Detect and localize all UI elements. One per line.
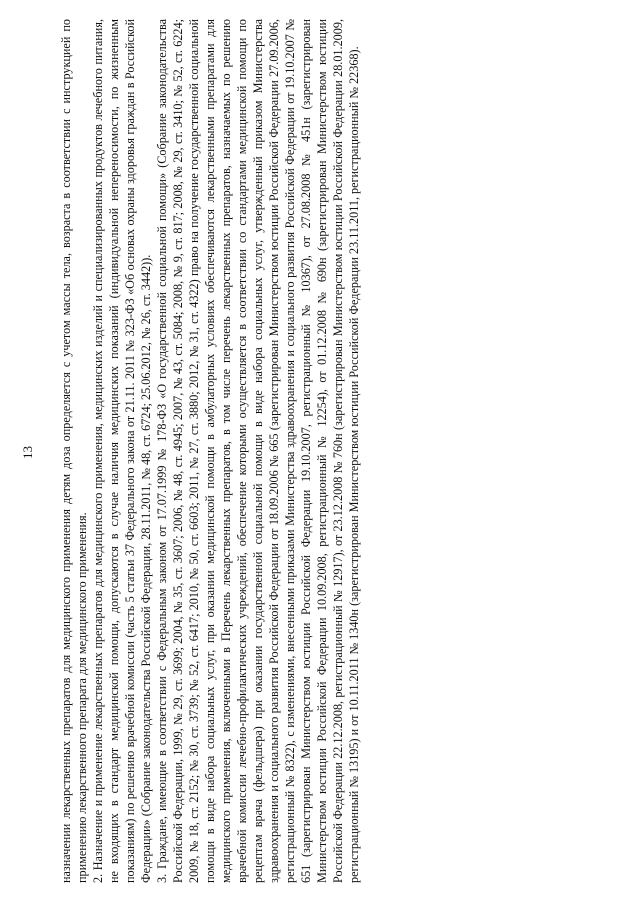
paragraph-item-3: 3. Граждане, имеющие в соответствии с Федеральным законом от 17.07.1999 № 178-ФЗ «О государственной социальной помощи» (Собрание законодательства Российской Федерации, 1999, № 29, ст. 3699; 2004, № 35, ст. 3607; 2006, № 48, ст. 4945; 2007, № 43, ст. 5084; 2008, № 9, ст. 817; 2008, № 29, ст. 3410; № 52, ст. 6224; 2009, № 18, ст. 2152; № 30, ст. 3739; № 52, ст. 6417; 2010, № 50, ст. 6603; 2011, № 27, ст. 3880; 2012, № 31, ст. 4322) право на получение государственной социальной помощи в виде набора социальных услуг, при оказании медицинской помощи в амбулаторных условиях обеспечиваются лекарственными препаратами для медицинского применения, включенными в Перечень лекарственных препаратов, в том числе перечень лекарственных препаратов, назначаемых по решению врачебной комиссии лечебно-профилактических учреждений, обеспечение которыми осуществляется в соответствии со стандартами медицинской помощи по рецептам врача (фельдшера) при оказании государственной социальной помощи в виде набора социальных услуг, утвержденный приказом Министерства здравоохранения и социального развития Российской Федерации от 18.09.2006 № 665 (зарегистрирован Министерством юстиции Российской Федерации 27.09.2006, регистрационный № 8322), с изменениями, внесенными приказами Министерства здравоохранения и социального развития Российской Федерации от 19.10.2007 № 651 (зарегистрирован Министерством юстиции Российской Федерации 19.10.2007, регистрационный № 10367), от 27.08.2008 № 451н (зарегистрирован Министерством юстиции Российской Федерации 10.09.2008, регистрационный № 12254), от 01.12.2008 № 690н (зарегистрирован Министерством юстиции Российской Федерации 22.12.2008, регистрационный № 12917), от 23.12.2008 № 760н (зарегистрирован Министерством юстиции Российской Федерации 28.01.2009, регистрационный № 13195) и от 10.11.2011 № 1340н (зарегистрирован Министерством юстиции Российской Федерации 23.11.2011, регистрационный № 22368).	[155, 19, 361, 883]
document-body	[58, 19, 362, 883]
paragraph-continuation: назначении лекарственных препаратов для медицинского применения детям доза определяется с учетом массы тела, возраста в соответствии с инструкцией по применению лекарственного препарата для медицинского применения.	[59, 19, 89, 883]
paragraph-item-2: 2. Назначение и применение лекарственных препаратов для медицинского применения, медицинских изделий и специализированных продуктов лечебного питания, не входящих в стандарт медицинской помощи, допускаются в случае наличия медицинских показаний (индивидуальной непереносимости, по жизненным показаниям) по решению врачебной комиссии (часть 5 статьи 37 Федерального закона от 21.11. 2011 № 323-ФЗ «Об основах охраны здоровья граждан в Российской Федерации» (Собрание законодательства Российской Федерации, 28.11.2011, № 48, ст. 6724; 25.06.2012, № 26, ст. 3442)).	[91, 19, 153, 883]
page-number: 13	[20, 446, 35, 459]
